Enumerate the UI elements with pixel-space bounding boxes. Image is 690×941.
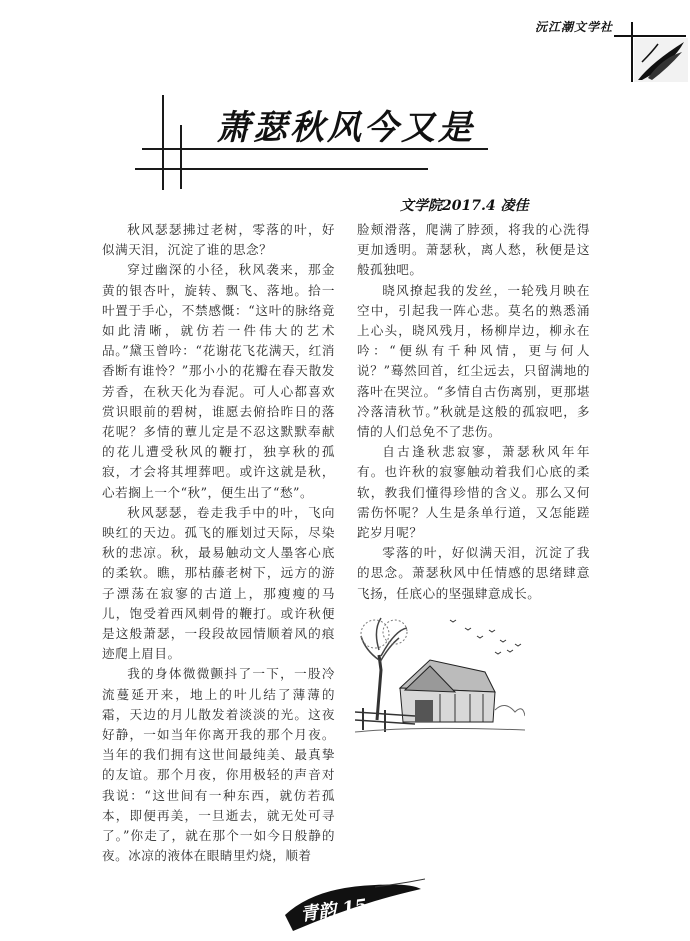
right-column — [357, 220, 590, 604]
title-vertical-line-right — [180, 125, 182, 189]
paragraph: 秋风瑟瑟，卷走我手中的叶，飞向映红的天边。孤飞的雁划过天际，尽染秋的悲凉。秋，最易触动文人墨客心底的柔软。瞧，那枯藤老树下，远方的游子漂荡在寂寥的古道上，那瘦瘦的马儿，饱受着西风刺骨的鞭打。或许秋便是这般萧瑟，一段段故园情顺着风的痕迹爬上眉目。 — [102, 504, 335, 662]
title-vertical-line-left — [162, 95, 164, 190]
paragraph: 零落的叶，好似满天泪，沉淀了我的思念。萧瑟秋风中任情感的思绪肆意飞扬，任底心的坚强肆意成长。 — [357, 545, 590, 601]
ink-brush-corner-art-icon — [612, 22, 688, 82]
page-number-label: 青韵 15 — [299, 895, 369, 926]
article-title: 萧瑟秋风今又是 — [216, 108, 475, 148]
article-byline: 文学院2017.4 凌佳 — [400, 198, 529, 214]
paragraph: 穿过幽深的小径，秋风袭来，那金黄的银杏叶，旋转、飘飞、落地。拾一叶置于手心，不禁感慨：“这叶的脉络竟如此清晰，就仿若一件伟大的艺术品。”黛玉曾吟：“花谢花飞花满天，红消香断有谁怜？”那小小的花瓣在春天散发芳香，在秋天化为春泥。可人心都喜欢赏识眼前的碧树，谁愿去俯拾昨日的落花呢？多情的蕈儿定是不忍这默默奉献的花儿遭受秋风的鞭打，独享秋的孤寂，才会将其埋葬吧。或许这就是秋，心若搁上一个“秋”，便生出了“愁”。 — [102, 262, 335, 500]
title-rule-lower — [135, 168, 428, 170]
paragraph: 晓风撩起我的发丝，一轮残月映在空中，引起我一阵心悲。莫名的熟悉涌上心头，晓风残月，杨柳岸边，柳永在吟：“便纵有千种风情，更与何人说？”蓦然回首，红尘远去，只留满地的落叶在哭泣。“多情自古伤离别，更那堪冷落清秋节。”秋就是这般的孤寂吧，多情的人们总免不了悲伤。 — [357, 282, 590, 440]
paragraph: 秋风瑟瑟拂过老树，零落的叶，好似满天泪，沉淀了谁的思念？ — [102, 222, 335, 258]
paragraph: 我的身体微微颤抖了一下，一股冷流蔓延开来，地上的叶儿结了薄薄的霜，天边的月儿散发着淡淡的光。这夜好静，一如当年你离开我的那个月夜。当年的我们拥有这世间最纯美、最真挚的友谊。那个月夜，你用极轻的声音对我说：“这世间有一种东西，就仿若孤本，即便再美，一旦逝去，就无处可寻了。”你走了，就在那个一如今日般静的夜。冰凉的液体在眼睛里灼烧，顺着 — [102, 666, 335, 864]
paragraph: 脸颊滑落，爬满了脖颈，将我的心洗得更加透明。萧瑟秋，离人愁，秋便是这般孤独吧。 — [357, 222, 590, 278]
barn-sketch-illustration-icon — [355, 600, 525, 750]
left-column — [102, 220, 335, 867]
masthead-title: 沅江潮文学社 — [535, 20, 614, 34]
paragraph: 自古逢秋悲寂寥，萧瑟秋风年年有。也许秋的寂寥触动着我们心底的柔软，教我们懂得珍惜的含义。那么又何需伤怀呢？人生是条单行道，又怎能蹉跎岁月呢？ — [357, 444, 590, 541]
